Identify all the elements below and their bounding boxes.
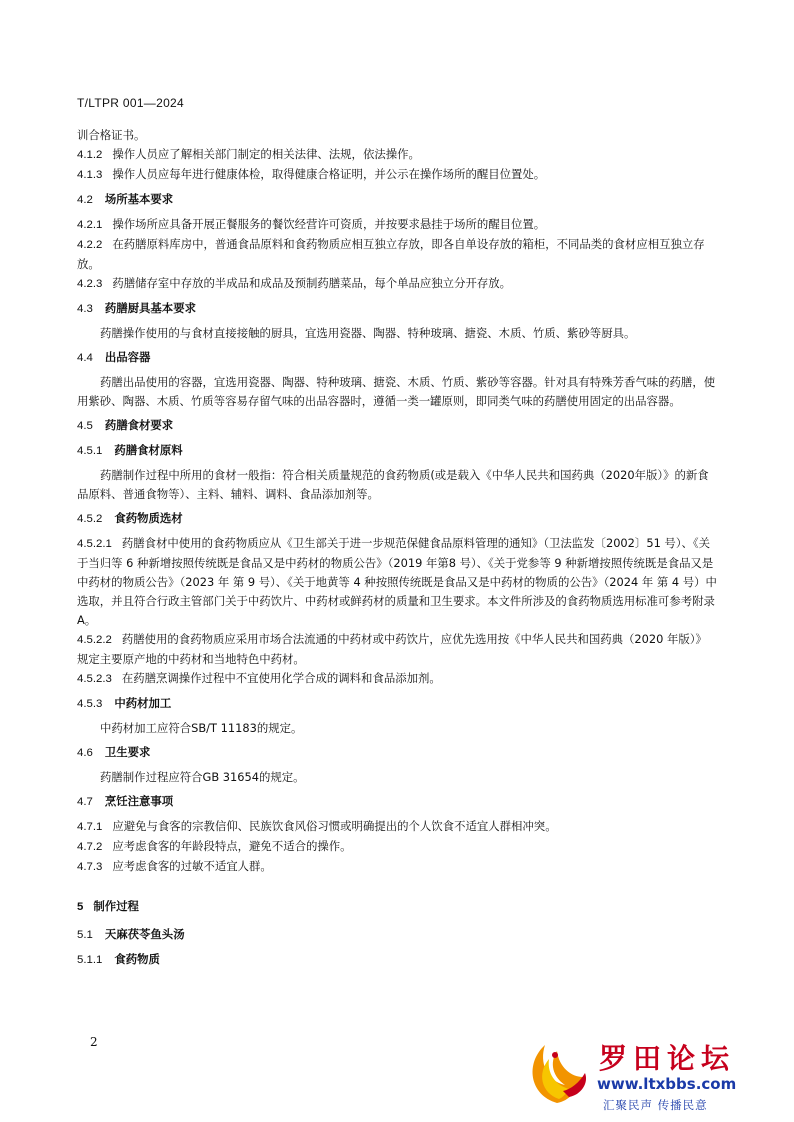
section-heading-4-4: 4.4 出品容器 bbox=[77, 350, 151, 364]
forum-url: www.ltxbbs.com bbox=[597, 1075, 737, 1093]
section-heading-4-5-2: 4.5.2 食药物质选材 bbox=[77, 511, 183, 525]
clause-4-2-3: 4.2.3 药膳储存室中存放的半成品和成品及预制药膳菜品，每个单品应独立分开存放。 bbox=[77, 276, 512, 290]
section-heading-4-5: 4.5 药膳食材要求 bbox=[77, 418, 174, 432]
clause-4-2-1: 4.2.1 操作场所应具备开展正餐服务的餐饮经营许可资质，并按要求悬挂于场所的醒目位置。 bbox=[77, 217, 546, 231]
paragraph-4-5-1: 药膳制作过程中所用的食材一般指：符合相关质量规范的食药物质(或是载入《中华人民共和国药典（2020年版）》的新食品原料、普通食物等）、主料、辅料、调料、食品添加剂等。 bbox=[77, 468, 709, 501]
section-heading-5-1-1: 5.1.1 食药物质 bbox=[77, 952, 160, 966]
clause-4-7-3: 4.7.3 应考虑食客的过敏不适宜人群。 bbox=[77, 859, 272, 873]
section-heading-4-2: 4.2 场所基本要求 bbox=[77, 192, 174, 206]
clause-4-5-2-1: 4.5.2.1 药膳食材中使用的食药物质应从《卫生部关于进一步规范保健食品原料管理的通知》（卫法监发〔2002〕51 号）、《关于当归等 6 种新增按照传统既是食品又是中药材的物质公告》（2019 年第8 号）、《关于党参等 9 种新增按照传统既是食品又是中药材的物质公告》（2023 年 第 9 号）、《关于地黄等 4 种按照传统既是食品又是中药材的物质的公告》（2024 年 第 4 号）中选取，并且符合行政主管部门关于中药饮片、中药材或鲜药材的质量和卫生要求。本文件所涉及的食药物质选用标准可参考附录 A。 bbox=[77, 536, 717, 627]
paragraph-4-5-3: 中药材加工应符合SB/T 11183的规定。 bbox=[100, 721, 303, 735]
forum-slogan: 汇聚民声 传播民意 bbox=[603, 1098, 708, 1112]
section-heading-4-3: 4.3 药膳厨具基本要求 bbox=[77, 301, 196, 315]
continuation-text: 训合格证书。 bbox=[77, 128, 146, 142]
clause-4-1-3: 4.1.3 操作人员应每年进行健康体检，取得健康合格证明，并公示在操作场所的醒目位置处。 bbox=[77, 167, 546, 181]
clause-4-2-2: 4.2.2 在药膳原料库房中，普通食品原料和食药物质应相互独立存放，即各自单设存放的箱柜，不同品类的食材应相互独立存放。 bbox=[77, 237, 705, 271]
clause-4-5-2-3: 4.5.2.3 在药膳烹调操作过程中不宜使用化学合成的调料和食品添加剂。 bbox=[77, 671, 441, 685]
section-heading-4-6: 4.6 卫生要求 bbox=[77, 745, 151, 759]
chapter-heading-5: 5 制作过程 bbox=[77, 899, 139, 913]
paragraph-4-4: 药膳出品使用的容器，宜选用瓷器、陶器、特种玻璃、搪瓷、木质、竹质、紫砂等容器。针对具有特殊芳香气味的药膳，使用紫砂、陶器、木质、竹质等容易存留气味的出品容器时，遵循一类一罐原则，即同类气味的药膳使用固定的出品容器。 bbox=[77, 375, 716, 408]
phoenix-emblem-icon bbox=[519, 1033, 599, 1113]
section-heading-4-5-3: 4.5.3 中药材加工 bbox=[77, 696, 172, 710]
section-heading-5-1: 5.1 天麻茯苓鱼头汤 bbox=[77, 927, 185, 941]
section-heading-4-5-1: 4.5.1 药膳食材原料 bbox=[77, 443, 183, 457]
page-number: 2 bbox=[90, 1035, 98, 1049]
clause-4-7-2: 4.7.2 应考虑食客的年龄段特点，避免不适合的操作。 bbox=[77, 839, 352, 853]
clause-4-1-2: 4.1.2 操作人员应了解相关部门制定的相关法律、法规，依法操作。 bbox=[77, 147, 420, 161]
forum-watermark-logo bbox=[523, 1035, 783, 1115]
forum-title: 罗田论坛 bbox=[599, 1042, 736, 1075]
clause-4-7-1: 4.7.1 应避免与食客的宗教信仰、民族饮食风俗习惯或明确提出的个人饮食不适宜人群相冲突。 bbox=[77, 819, 557, 833]
document-code-header: T/LTPR 001—2024 bbox=[77, 96, 184, 110]
section-heading-4-7: 4.7 烹饪注意事项 bbox=[77, 794, 174, 808]
document-body bbox=[77, 126, 717, 975]
clause-4-5-2-2: 4.5.2.2 药膳使用的食药物质应采用市场合法流通的中药材或中药饮片，应优先选用按《中华人民共和国药典（2020 年版）》规定主要原产地的中药材和当地特色中药材。 bbox=[77, 632, 707, 666]
paragraph-4-6: 药膳制作过程应符合GB 31654的规定。 bbox=[100, 770, 305, 784]
paragraph-4-3: 药膳操作使用的与食材直接接触的厨具，宜选用瓷器、陶器、特种玻璃、搪瓷、木质、竹质、紫砂等厨具。 bbox=[100, 326, 636, 340]
